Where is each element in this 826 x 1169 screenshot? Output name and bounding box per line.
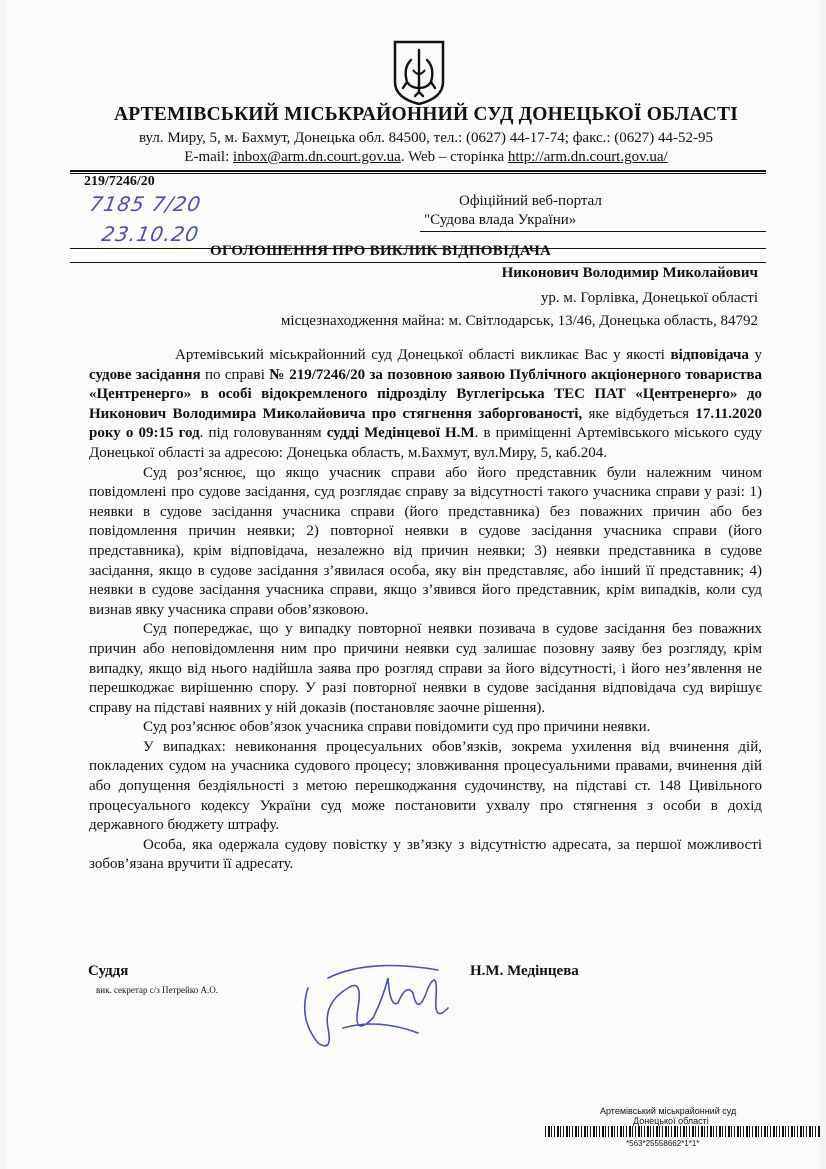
web-label: . Web – сторінка — [400, 149, 508, 165]
court-name: АРТЕМІВСЬКИЙ МІСЬКРАЙОННИЙ СУД ДОНЕЦЬКОЇ ОБЛАСТІ — [113, 104, 739, 125]
respondent-city: ур. м. Горлівка, Донецької області — [540, 290, 758, 306]
summons-text-run: яке відбудеться — [582, 405, 696, 422]
paragraph-warning: Суд попереджає, що у випадку повторної неявки позивача в судове засідання без поважних причин або неповідомлення ним про причини неявки суд залишає позовну заяву без розгляду, крім випадку, якщо від нього надійшла заява про розгляд справи за його відсутності, і його нез’явлення не перешкоджає вирішенню спору. У разі повторної неявки в судове засідання відповідача суд вирішує справу на підставі наявних у ній доказів (постановляє заочне рішення). — [89, 621, 762, 716]
paragraph-penalty: У випадках: невиконання процесуальних обов’язків, зокрема ухилення від вчинення дій, покладених судом на учасника судового процесу; зловживання процесуальними правами, вчинення дій або допущення бездіяльності з метою перешкоджання судочинству, на підставі ст. 148 Цивільного процесуального кодексу України суд може постановити ухвалу про стягнення з особи в дохід державного бюджету штрафу. — [89, 738, 762, 834]
signature-icon — [288, 948, 468, 1058]
summons-text-run: у — [748, 347, 762, 363]
addressee-underline — [420, 231, 766, 232]
summons-text-run: 17.11.2020 року о 09:15 год — [89, 405, 762, 442]
paragraph-absence-rules: Суд роз’яснює, що якщо учасник справи або його представник були належним чином повідомлені про судове засідання, суд розглядає справу за відсутності такого учасника справи у разі: 1) неявки в судове засідання учасника справи (його представника) без поважних причин або без повідомлення причин неявки; 2) повторної неявки в судове засідання учасника справи (його представника), крім відповідача, незалежно від причин неявки; 3) неявки представника в судове засідання, якщо в судове засідання з’явилася особа, яку він представляє, або інший її представник; 4) неявки в судове засідання учасника справи, якщо з’явився його представник, крім випадків, коли суд визнав явку учасника справи обов’язковою. — [89, 464, 762, 618]
summons-text-run: № 219/7246/20 за позовною заявою Публічного акціонерного товариства «Центренерго» в особі відокремленого підрозділу Вуглегірська ТЕС ПАТ «Центренерго» до Никонович Володимира Миколайовича про стягнення заборгованості, — [89, 366, 762, 422]
title-divider-bottom — [70, 262, 766, 263]
secretary-name: вик. секретар с/з Петрейко А.О. — [96, 985, 219, 995]
stamp-court-name: Артемівський міськрайонний суд — [600, 1106, 737, 1116]
summons-text-run: по справі — [200, 366, 270, 383]
summons-text-run: судове засідання — [89, 366, 201, 383]
coat-of-arms-icon — [391, 38, 447, 106]
web-link[interactable]: http://arm.dn.court.gov.ua/ — [507, 149, 668, 165]
handwritten-reg-number: 7185 7/20 — [87, 192, 204, 216]
paragraph-summons — [89, 346, 762, 464]
summons-text-run: . в приміщенні Артемівського міського суду Донецької області за адресою: Донецька область, м.Бахмут, вул.Миру, 5, каб.204. — [89, 425, 763, 461]
property-location: місцезнаходження майна: м. Світлодарськ, 13/46, Донецька область, 84792 — [280, 313, 758, 329]
barcode-code: *563*25558662*1*1* — [626, 1139, 700, 1148]
respondent-name: Никонович Володимир Миколайович — [501, 265, 758, 281]
court-address: вул. Миру, 5, м. Бахмут, Донецька обл. 84500, тел.: (0627) 44-17-74; факс.: (0627) 44-52-95 — [138, 130, 714, 146]
judge-label: Суддя — [88, 963, 129, 979]
judge-name: Н.М. Медінцева — [470, 963, 579, 979]
email-label: E-mail: — [184, 149, 234, 165]
document-page — [6, 0, 820, 1169]
barcode — [545, 1126, 821, 1137]
notice-title: ОГОЛОШЕННЯ ПРО ВИКЛИК ВІДПОВІДАЧА — [210, 243, 552, 259]
addressee-line2: "Судова влада України» — [424, 212, 577, 228]
case-number: 219/7246/20 — [84, 174, 155, 189]
notice-body — [89, 346, 762, 875]
summons-text-run: відповідача — [670, 347, 749, 363]
addressee-line1: Офіційний веб-портал — [459, 193, 602, 209]
summons-text-run: судді Медінцевої Н.М — [326, 425, 475, 442]
paragraph-duty: Суд роз’яснює обов’язок учасника справи повідомити суд про причини неявки. — [143, 719, 651, 736]
stamp-region: Донецької області — [633, 1116, 709, 1126]
header-divider — [70, 170, 766, 172]
email-link[interactable]: inbox@arm.dn.court.gov.ua — [233, 149, 401, 165]
summons-text-run: . під головуванням — [199, 425, 327, 442]
paragraph-delivery: Особа, яка одержала судову повістку у зв’язку з відсутністю адресата, за першої можливості зобов’язана вручити її адресату. — [89, 836, 762, 873]
header-divider-thin — [70, 173, 766, 174]
handwritten-date: 23.10.20 — [99, 222, 202, 246]
court-contacts — [86, 149, 766, 166]
summons-text-run: Артемівський міськрайонний суд Донецької області викликає Вас у якості — [175, 347, 671, 363]
